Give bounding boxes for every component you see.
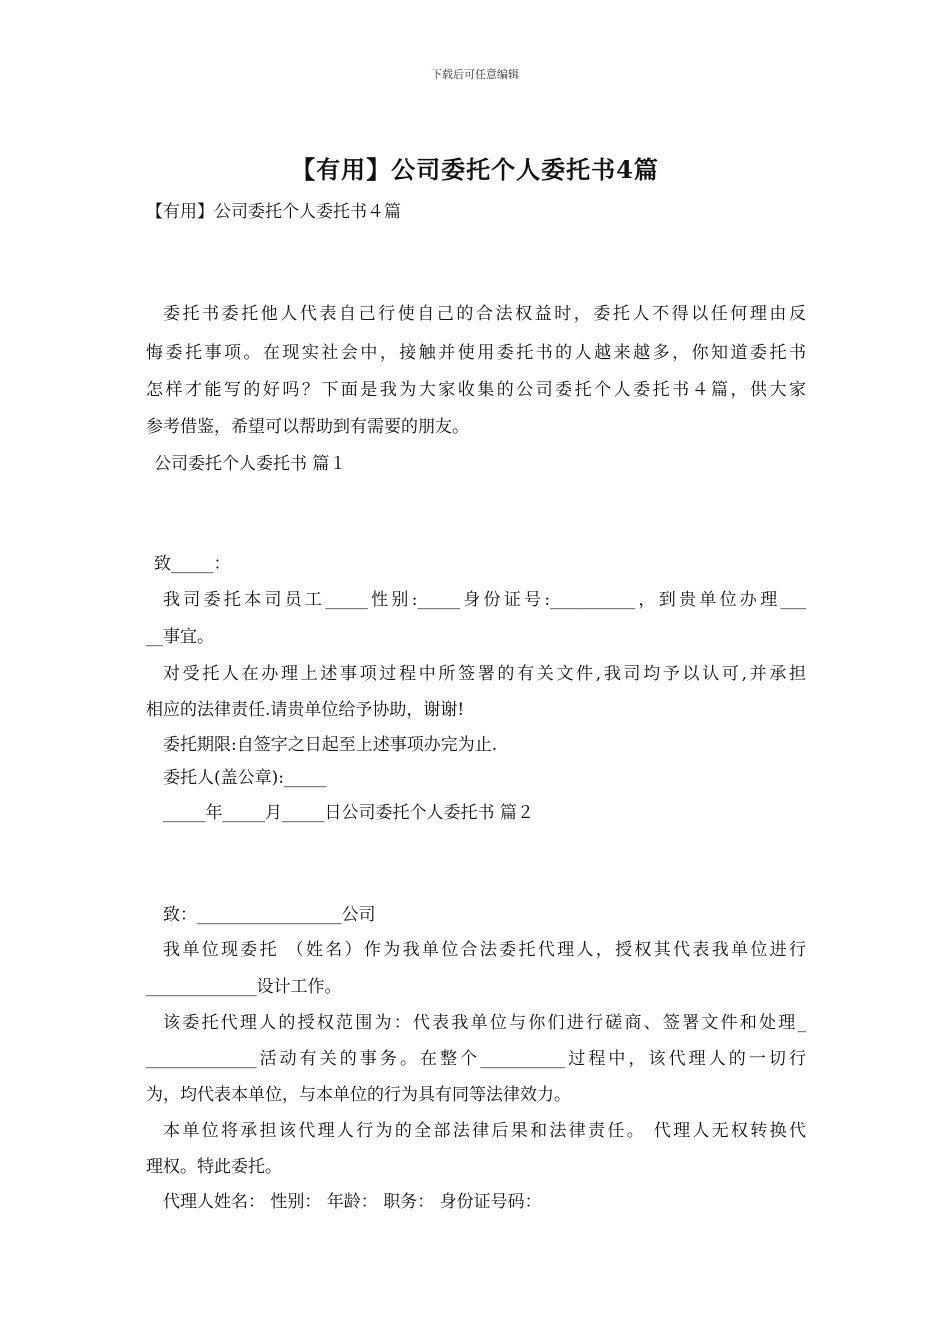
- letter2-agent-fields: 代理人姓名： 性别： 年龄： 职务： 身份证号码：: [163, 1192, 542, 1212]
- intro-line-3: 怎样才能写的好吗？下面是我为大家收集的公司委托个人委托书４篇，供大家: [146, 380, 806, 400]
- letter2-body-line-5: 为，均代表本单位，与本单位的行为具有同等法律效力。: [146, 1085, 571, 1105]
- letter1-term: 委托期限:自签字之日起至上述事项办完为止.: [163, 735, 498, 755]
- intro-line-1: 委托书委托他人代表自己行使自己的合法权益时，委托人不得以任何理由反: [163, 304, 806, 324]
- letter2-addressee: 致：_________________公司: [163, 905, 376, 925]
- letter2-body-line-6: 本单位将承担该代理人行为的全部法律后果和法律责任。 代理人无权转换代: [163, 1121, 806, 1141]
- letter2-body-line-3: 该委托代理人的授权范围为：代表我单位与你们进行磋商、签署文件和处理_: [163, 1013, 806, 1033]
- letter1-body-line-4: 相应的法律责任.请贵单位给予协助，谢谢!: [146, 700, 465, 720]
- intro-line-4: 参考借鉴，希望可以帮助到有需要的朋友。: [146, 417, 469, 437]
- section-heading-1: 公司委托个人委托书 篇１: [154, 454, 347, 474]
- intro-line-2: 悔委托事项。在现实社会中，接触并使用委托书的人越来越多，你知道委托书: [146, 343, 806, 363]
- letter2-body-line-4: _____________活动有关的事务。在整个__________过程中，该代理人的一切行: [146, 1049, 806, 1069]
- letter1-body-line-1: 我司委托本司员工_____性别:_____身份证号:__________，到贵单位办理___: [163, 590, 806, 610]
- letter1-signer: 委托人(盖公章):_____: [163, 768, 327, 788]
- subtitle: 【有用】公司委托个人委托书４篇: [146, 202, 401, 222]
- letter2-body-line-2: _____________设计工作。: [146, 977, 342, 997]
- letter1-addressee: 致_____：: [154, 554, 231, 574]
- letter1-date-and-heading-2: _____年_____月_____日公司委托个人委托书 篇２: [163, 803, 534, 823]
- letter2-body-line-7: 理权。特此委托。: [146, 1157, 282, 1177]
- letter1-body-line-2: __事宜。: [146, 627, 214, 647]
- header-note: 下载后可任意编辑: [431, 68, 519, 81]
- letter1-body-line-3: 对受托人在办理上述事项过程中所签署的有关文件,我司均予以认可,并承担: [163, 664, 806, 684]
- letter2-body-line-1: 我单位现委托 （姓名）作为我单位合法委托代理人，授权其代表我单位进行: [163, 940, 806, 960]
- document-title: 【有用】公司委托个人委托书4篇: [291, 155, 659, 184]
